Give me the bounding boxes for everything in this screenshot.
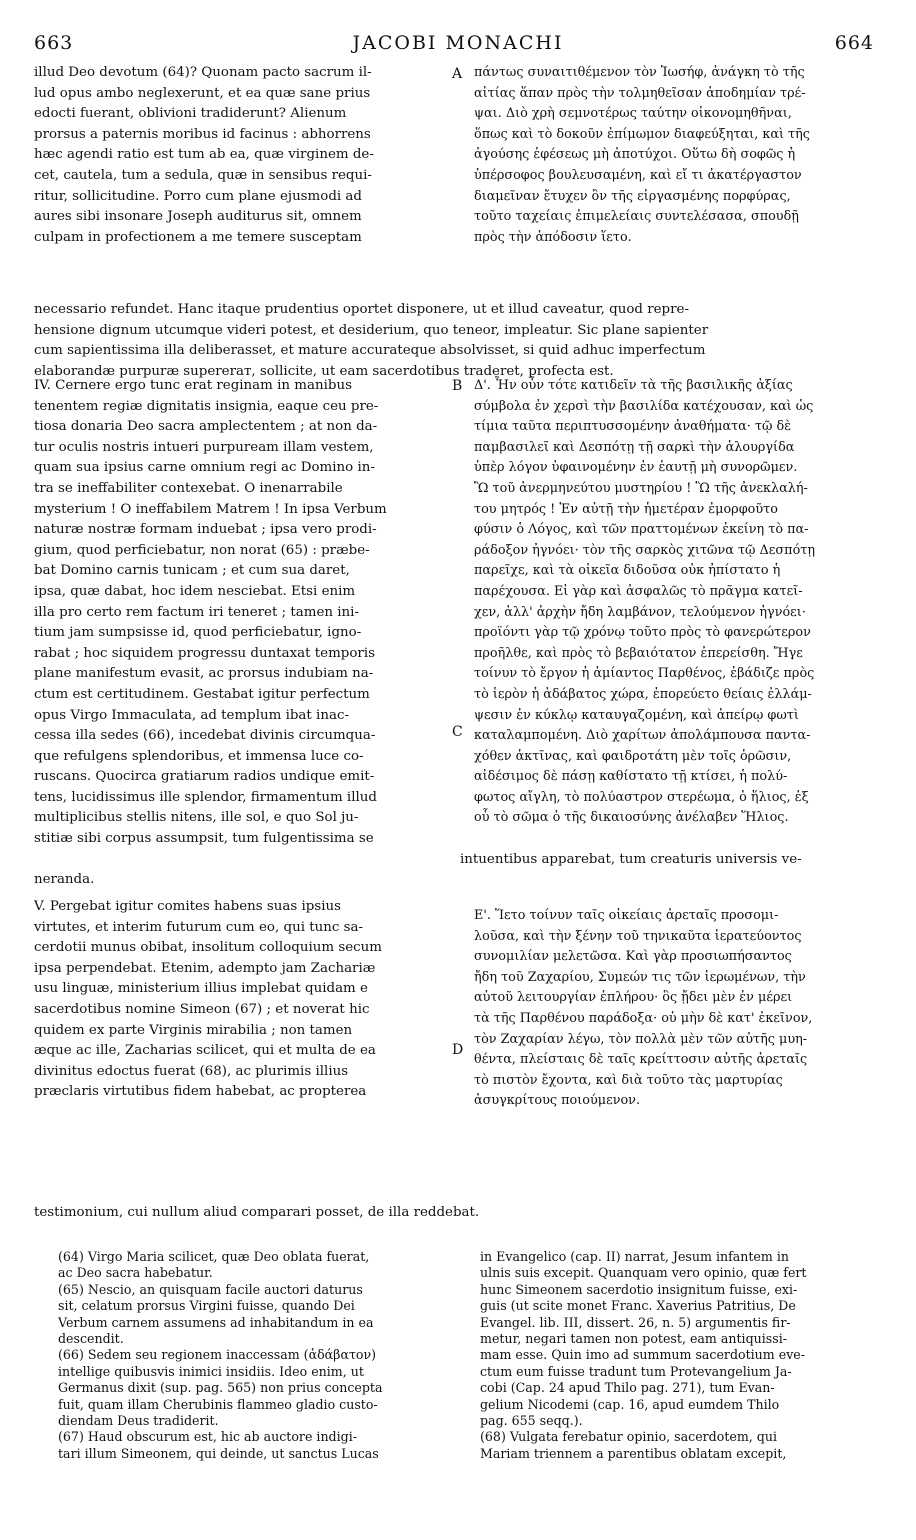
footnotes-right-column (480, 1249, 890, 1462)
latin-line: ipsa perpendebat. Etenim, adempto jam Zachariæ (34, 960, 376, 976)
footnote-line: (68) Vulgata ferebatur opinio, sacerdotem, qui (480, 1429, 777, 1445)
footnote-line: pag. 655 seqq.). (480, 1412, 583, 1428)
footnote-line: intellige quibusvis inimici insidiis. Ideo enim, ut (58, 1363, 364, 1379)
full-width-text-section-3 (34, 1203, 882, 1224)
margin-marker-b: B (452, 378, 463, 394)
running-title: JACOBI MONACHI (352, 32, 564, 54)
latin-line: æque ac ille, Zacharias scilicet, qui et multa de ea (34, 1043, 376, 1059)
greek-line: λοῦσα, καὶ τὴν ξένην τοῦ τηνικαῦτα ἱερατεύοντος (474, 928, 802, 944)
greek-line: σύμβολα ἐν χερσὶ τὴν βασιλίδα κατέχουσαν, καὶ ὡς (474, 398, 814, 414)
footnote-line: mam esse. Quin imo ad summum sacerdotium eve- (480, 1347, 806, 1363)
latin-line: stitiæ sibi corpus assumpsit, tum fulgentissima se (34, 831, 374, 847)
footnote-line: (65) Nescio, an quisquam facile auctori daturus (58, 1281, 363, 1297)
greek-line: ψεσιν ἐν κύκλῳ καταυγαζομένη, καὶ ἀπείρῳ φωτὶ (474, 707, 799, 723)
greek-line: τὸ ἱερὸν ἡ ἀδάβατος χώρα, ἐπορεύετο θείαις ἐλλάμ- (474, 686, 812, 702)
footnote-line: guis (ut scite monet Franc. Xaverius Patritius, De (480, 1298, 796, 1314)
left-page-number: 663 (34, 32, 74, 54)
latin-line: prorsus a paternis moribus id facinus : abhorrens (34, 126, 371, 142)
greek-line: ἀσυγκρίτους ποιούμενον. (474, 1093, 641, 1109)
footnote-line: fuit, quam illam Cherubinis flammeo gladio custo- (58, 1396, 378, 1412)
full-line: hensione dignum utcumque videri potest, et desiderium, quo teneor, impleatur. Sic plane sapienter (34, 322, 709, 338)
latin-line: tra se ineffabiliter contexebat. O inenarrabile (34, 480, 343, 496)
latin-line: mysterium ! O ineffabilem Matrem ! In ipsa Verbum (34, 501, 387, 517)
latin-line: virtutes, et interim futurum cum eo, qui tunc sa- (34, 919, 363, 935)
footnote-line: Evangel. lib. III, dissert. 26, n. 5) argumentis fir- (480, 1314, 791, 1330)
greek-line: προϊόντι γὰρ τῷ χρόνῳ τοῦτο πρὸς τὸ φανερώτερον (474, 625, 811, 641)
latin-line: sacerdotibus nomine Simeon (67) ; et noverat hic (34, 1001, 370, 1017)
latin-line: opus Virgo Immaculata, ad templum ibat inac- (34, 707, 349, 723)
greek-line: φύσιν ὁ Λόγος, καὶ τῶν πραττομένων ἐκείνη τὸ πα- (474, 522, 809, 538)
latin-line: cet, cautela, tum a sedula, quæ in sensibus requi- (34, 167, 372, 183)
latin-line: ctum est certitudinem. Gestabat igitur perfectum (34, 686, 370, 702)
greek-column-section-1 (474, 63, 884, 248)
latin-line: illud Deo devotum (64)? Quonam pacto sacrum il- (34, 65, 372, 80)
footnote-line: Germanus dixit (sup. pag. 565) non prius concepta (58, 1380, 383, 1396)
footnote-line: sit, celatum prorsus Virgini fuisse, quando Dei (58, 1298, 355, 1314)
greek-column-section-2 (474, 376, 884, 829)
full-line: neranda. (34, 872, 95, 887)
latin-line: culpam in profectionem a me temere susceptam (34, 229, 362, 245)
latin-line: gium, quod perficiebatur, non norat (65) : præbe- (34, 542, 370, 558)
full-line: necessario refundet. Hanc itaque prudentius oportet disponere, ut et illud caveatur, quod repre- (34, 302, 689, 317)
latin-column-section-3 (34, 897, 446, 1103)
full-line: intuentibus apparebat, tum creaturis universis ve- (460, 852, 802, 867)
greek-line: αἰτίας ἅπαν πρὸς τὴν τολμηθεῖσαν ἀποδημίαν τρέ- (474, 85, 806, 101)
footnote-line: in Evangelico (cap. II) narrat, Jesum infantem in (480, 1249, 789, 1264)
footnote-line: ctum eum fuisse tradunt tum Protevangelium Ja- (480, 1363, 792, 1379)
greek-line: προῆλθε, καὶ πρὸς τὸ βεβαιότατον ἐπερείσθη. Ἤγε (474, 645, 803, 661)
latin-line: cerdotii munus obibat, insolitum colloquium secum (34, 940, 382, 956)
latin-line: que refulgens splendoribus, et immensa luce co- (34, 748, 364, 764)
full-line: testimonium, cui nullum aliud comparari posset, de illa reddebat. (34, 1205, 480, 1220)
latin-line: usu linguæ, ministerium illius implebat quidam e (34, 981, 368, 997)
full-line: elaborandæ purpuræ supereraт, sollicite, ut eam sacerdotibus traderet, profecta est. (34, 363, 614, 379)
latin-line: tens, lucidissimus ille splendor, firmamentum illud (34, 789, 377, 805)
right-page-number: 664 (834, 32, 874, 54)
latin-line: ruscans. Quocirca gratiarum radios undique emit- (34, 769, 375, 785)
latin-column-section-1 (34, 63, 446, 248)
latin-line: tenentem regiæ dignitatis insignia, eaque ceu pre- (34, 398, 379, 414)
full-width-text-section-1 (34, 300, 882, 382)
greek-line: αἰδέσιμος δὲ πάσῃ καθίστατο τῇ κτίσει, ἡ πολύ- (474, 769, 788, 785)
greek-line: παρεῖχε, καὶ τὰ οἰκεῖα διδοῦσα οὐκ ἠπίστατο ἡ (474, 563, 781, 579)
latin-line: ipsa, quæ dabat, hoc idem nesciebat. Etsi enim (34, 583, 356, 599)
latin-line: naturæ nostræ formam induebat ; ipsa vero prodi- (34, 522, 377, 538)
latin-line: plane manifestum evasit, ac prorsus indubiam na- (34, 666, 374, 682)
greek-line: Ε'. Ἵετο τοίνυν ταῖς οἰκείαις ἀρεταῖς προσομι- (474, 908, 779, 923)
footnote-line: (66) Sedem seu regionem inaccessam (ἀδάβατον) (58, 1347, 377, 1363)
latin-line: tium jam sumpsisse id, quod perficiebatur, igno- (34, 625, 362, 641)
latin-line: IV. Cernere ergo tunc erat reginam in manibus (34, 378, 352, 393)
greek-line: διαμεῖναν ἔτυχεν ὂν τῆς εἰργασμένης πορφύρας, (474, 188, 791, 204)
footnote-line: descendit. (58, 1330, 124, 1346)
greek-line: φωτος αἴγλη, τὸ πολύαστρον στερέωμα, ὁ ἥλιος, ἐξ (474, 789, 809, 805)
footnote-line: Mariam triennem a parentibus oblatam excepit, (480, 1445, 787, 1461)
latin-line: aures sibi insonare Joseph auditurus sit, omnem (34, 209, 362, 225)
greek-line: χεν, ἀλλ' ἀρχὴν ἤδη λαμβάνον, τελούμενον ἠγνόει· (474, 604, 806, 620)
latin-column-section-2 (34, 376, 446, 850)
greek-line: τὸ πιστὸν ἔχοντα, καὶ διὰ τοῦτο τὰς μαρτυρίας (474, 1072, 783, 1088)
greek-line: πάντως συναιτιθέμενον τὸν Ἰωσήφ, ἀνάγκη τὸ τῆς (474, 65, 805, 80)
footnote-line: Verbum carnem assumens ad inhabitandum in ea (58, 1314, 374, 1330)
latin-line: rabat ; hoc siquidem progressu duntaxat temporis (34, 645, 375, 661)
latin-line: tiosa donaria Deo sacra amplectentem ; at non da- (34, 419, 378, 435)
greek-line: τοίνυν τὸ ἔργον ἡ ἀμίαντος Παρθένος, ἐβάδιζε πρὸς (474, 666, 815, 682)
greek-line: ὑπέρσοφος βουλευσαμένη, καὶ εἴ τι ἀκατέργαστον (474, 167, 802, 183)
latin-line: cessa illa sedes (66), incedebat divinis circumqua- (34, 728, 376, 744)
greek-line: τὰ τῆς Παρθένου παράδοξα· οὐ μὴν δὲ κατ' ἐκεῖνον, (474, 1010, 813, 1026)
margin-marker-a: A (452, 66, 463, 82)
greek-line: παρέχουσα. Εἰ γὰρ καὶ ἀσφαλῶς τὸ πρᾶγμα κατεῖ- (474, 583, 803, 599)
latin-line: quidem ex parte Virginis mirabilia ; non tamen (34, 1022, 353, 1038)
greek-line: του μητρός ! Ἐν αὐτῇ τὴν ἡμετέραν ἐμορφοῦτο (474, 501, 778, 517)
footnote-line: hunc Simeonem sacerdotio insignitum fuisse, exi- (480, 1281, 798, 1297)
margin-marker-d: D (452, 1042, 464, 1058)
full-width-text-section-2-end (460, 850, 890, 871)
greek-line: πρὸς τὴν ἀπόδοσιν ἵετο. (474, 229, 632, 245)
latin-line: hæc agendi ratio est tum ab ea, quæ virginem de- (34, 147, 374, 163)
latin-line: ritur, sollicitudine. Porro cum plane ejusmodi ad (34, 188, 362, 204)
margin-marker-c: C (452, 724, 463, 740)
footnote-line: ac Deo sacra habebatur. (58, 1265, 213, 1281)
greek-line: παμβασιλεῖ καὶ Δεσπότῃ τῇ σαρκὶ τὴν ἁλουργίδα (474, 439, 795, 455)
greek-line: τίμια ταῦτα περιπτυσσομένην ἀναθήματα· τῷ δὲ (474, 419, 792, 435)
greek-line: ὅπως καὶ τὸ δοκοῦν ἐπίμωμον διαφεύξηται, καὶ τῆς (474, 126, 810, 142)
greek-line: τοῦτο ταχείαις ἐπιμελείαις συντελέσασα, σπουδῇ (474, 209, 799, 225)
footnote-line: metur, negari tamen non potest, eam antiquissi- (480, 1330, 787, 1346)
latin-line: V. Pergebat igitur comites habens suas ipsius (34, 899, 342, 914)
footnote-line: (64) Virgo Maria scilicet, quæ Deo oblata fuerat, (58, 1249, 370, 1264)
latin-line: divinitus edoctus fuerat (68), ac plurimis illius (34, 1063, 349, 1079)
footnote-line: (67) Haud obscurum est, hic ab auctore indigi- (58, 1429, 357, 1445)
footnote-line: diendam Deus tradiderit. (58, 1412, 219, 1428)
latin-line: edocti fuerant, oblivioni tradiderunt? Alienum (34, 106, 347, 122)
greek-line: ψαι. Διὸ χρὴ σεμνοτέρως ταύτην οἰκονομηθῆναι, (474, 106, 792, 122)
greek-line: τὸν Ζαχαρίαν λέγω, τὸν πολλὰ μὲν τῶν αὐτῆς μυη- (474, 1031, 808, 1047)
latin-line: præclaris virtutibus fidem habebat, ac propterea (34, 1084, 367, 1100)
greek-line: αὐτοῦ λειτουργίαν ἐπλήρου· ὃς ᾔδει μὲν ἐν μέρει (474, 990, 793, 1006)
latin-line: bat Domino carnis tunicam ; et cum sua daret, (34, 563, 350, 579)
full-line: cum sapientissima illa deliberasset, et mature accurateque absolvisset, si quid adhuc imperfectum (34, 343, 706, 359)
latin-line: lud opus ambo neglexerunt, et ea quæ sane prius (34, 85, 371, 101)
footnote-line: ulnis suis excepit. Quanquam vero opinio, quæ fert (480, 1265, 807, 1281)
full-width-text-section-2-tail (34, 870, 882, 891)
greek-line: ἀγούσης ἐφέσεως μὴ ἀποτύχοι. Οὕτω δὴ σοφῶς ἡ (474, 147, 796, 163)
greek-line: ὑπὲρ λόγον ὑφαινομένην ἐν ἑαυτῇ μὴ συνορῶμεν. (474, 460, 798, 476)
latin-line: quam sua ipsius carne omnium regi ac Domino in- (34, 460, 375, 476)
greek-line: οὗ τὸ σῶμα ὁ τῆς δικαιοσύνης ἀνέλαβεν Ἥλιος. (474, 810, 789, 826)
greek-line: ἤδη τοῦ Ζαχαρίου, Συμεών τις τῶν ἱερωμένων, τὴν (474, 969, 806, 985)
greek-line: Ὢ τοῦ ἀνερμηνεύτου μυστηρίου ! Ὢ τῆς ἀνεκλαλή- (474, 480, 808, 496)
footnote-line: tari illum Simeonem, qui deinde, ut sanctus Lucas (58, 1445, 379, 1461)
greek-line: Δ'. Ἦν οὖν τότε κατιδεῖν τὰ τῆς βασιλικῆς ἀξίας (474, 378, 793, 393)
greek-line: συνομιλίαν μελετῶσα. Καὶ γὰρ προσιωπήσαντος (474, 949, 792, 965)
footnote-line: gelium Nicodemi (cap. 16, apud eumdem Thilo (480, 1396, 780, 1412)
greek-line: καταλαμπομένη. Διὸ χαρίτων ἀπολάμπουσα παντα- (474, 728, 811, 744)
latin-line: illa pro certo rem factum iri teneret ; tamen ini- (34, 604, 359, 620)
greek-line: θέντα, πλείσταις δὲ ταῖς κρείττοσιν αὐτῆς ἀρεταῖς (474, 1052, 808, 1068)
latin-line: multiplicibus stellis nitens, ille sol, e quo Sol ju- (34, 810, 359, 826)
latin-line: tur oculis nostris intueri purpuream illam vestem, (34, 439, 374, 455)
greek-column-section-3 (474, 906, 884, 1112)
greek-line: χόθεν ἀκτῖνας, καὶ φαιδροτάτη μὲν τοῖς ὁρῶσιν, (474, 748, 792, 764)
footnotes-left-column (58, 1249, 468, 1462)
footnote-line: cobi (Cap. 24 apud Thilo pag. 271), tum Evan- (480, 1380, 775, 1396)
greek-line: ράδοξον ἠγνόει· τὸν τῆς σαρκὸς χιτῶνα τῷ Δεσπότῃ (474, 542, 816, 558)
